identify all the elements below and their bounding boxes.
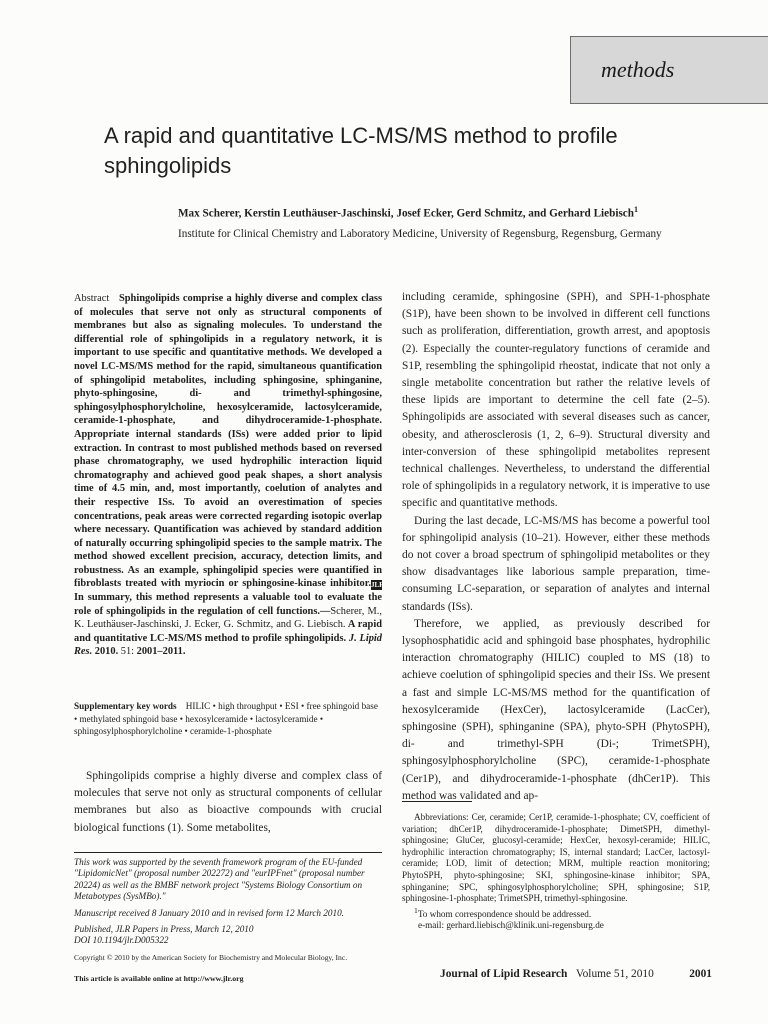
keywords-label: Supplementary key words — [74, 701, 177, 711]
correspondence-text: To whom correspondence should be addressed. — [417, 908, 592, 919]
doi-line[interactable]: DOI 10.1194/jlr.D005322 — [74, 935, 169, 946]
online-availability-note[interactable]: This article is available online at http://www.jlr.org — [74, 974, 244, 983]
funding-support: This work was supported by the seventh framework program of the EU-funded "LipidomicNet" (proposal number 202272) and "eurIPFnet" (proposal number 20224) as well as the BMBF network project "Systems Biology Consortium on Metabotypes (SysMBo)." — [74, 857, 365, 902]
citation-journal: J. Lipid Res. — [74, 632, 382, 658]
funding-notes — [74, 857, 382, 952]
citation-pages: 2001–2011. — [134, 646, 186, 658]
intro-paragraph-left: Sphingolipids comprise a highly diverse and complex class of molecules that serve not only as structural components of cellular membranes but also as bioactive compounds with crucial biological functions (1). Some metabolites, — [74, 770, 382, 834]
funding-divider — [74, 852, 382, 853]
abbreviations-text: Abbreviations: Cer, ceramide; Cer1P, ceramide-1-phosphate; CV, coefficient of variation; dhCer1P, dihydroceramide-1-phosphate; DimetSPH, dimethyl-sphingosine; GluCer, glucosyl-ceramide; HexCer, hexosyl-ceramide; HILIC, hydrophilic interaction chromatography; IS, internal standard; LacCer, lactosyl-ceramide; LOD, limit of detection; MRM, multiple reaction monitoring; PhytoSPH, phyto-sphingosine; SKI, sphingosine-kinase inhibitor; SPA, sphinganine; SPC, sphingosylphosphorylcholine; SPH, sphingosine; S1P, sphingosine-1-phosphate; TrimetSPH, trimethyl-sphingosine. — [402, 812, 710, 904]
section-label: methods — [601, 57, 675, 82]
citation-authors: Scherer, M., K. Leuthäuser-Jaschinski, J. Ecker, G. Schmitz, and G. Liebisch. — [74, 605, 382, 631]
correspondence-note — [402, 905, 710, 921]
keywords — [74, 700, 382, 738]
affiliation: Institute for Clinical Chemistry and Laboratory Medicine, University of Regensburg, Regensburg, Germany — [178, 228, 662, 240]
author-list — [178, 205, 738, 220]
published-line: Published, JLR Papers in Press, March 12, 2010 — [74, 924, 254, 935]
keywords-text: HILIC • high throughput • ESI • free sphingoid base • methylated sphingoid base • hexosylceramide • lactosylceramide • sphingosylphosphorylcholine • ceramide-1-phosphate — [74, 701, 378, 737]
footer-journal: Journal of Lipid Research — [440, 968, 568, 980]
article-title: A rapid and quantitative LC-MS/MS method to profile sphingolipids — [104, 123, 618, 178]
footer-volume: Volume 51, 2010 — [575, 968, 654, 980]
abstract-body-2: In summary, this method represents a valuable tool to evaluate the role of sphingolipids in the regulation of cell functions.— — [74, 592, 382, 617]
page-footer — [440, 968, 712, 980]
supplementary-data-icon[interactable]: JLR — [371, 581, 385, 590]
correspondence-mark: 1 — [414, 905, 418, 915]
abstract-body-1: Sphingolipids comprise a highly diverse and complex class of molecules that serve not only as structural components of membranes but also as signaling molecules. To understand the differential role of sphingolipids in a regulatory network, it is important to use specific and quantitative methods. We developed a novel LC-MS/MS method for the rapid, simultaneous quantification of sphingolipid metabolites, including sphingosine, sphinganine, phyto-sphingosine, di- and trimethyl-sphingosine, sphingosylphosphorylcholine, hexosylceramide, lactosylceramide, ceramide-1-phosphate, and dihydroceramide-1-phosphate. Appropriate internal standards (ISs) were added prior to lipid extraction. In contrast to most published methods based on reversed phase chromatography, we used hydrophilic interaction liquid chromatography and achieved good peak shapes, a short analysis time of 4.5 min, and, most importantly, coelution of analytes and their respective ISs. To avoid an overestimation of species concentrations, peak areas were corrected regarding isotopic overlap where necessary. Quantification was achieved by standard addition of naturally occurring sphingolipid species to the sample matrix. The method showed excellent precision, accuracy, detection limits, and robustness. As an example, sphingolipid species were quantified in fibroblasts treated with myriocin or sphingosine-kinase inhibitor. — [74, 293, 382, 590]
abbreviations-divider — [402, 801, 472, 802]
author-footnote-mark: 1 — [634, 205, 638, 214]
abstract-lead: Abstract — [74, 293, 110, 304]
intro-paragraph-3: Therefore, we applied, as previously described for lysophosphatidic acid and sphingoid base phosphates, hydrophilic interaction chromatography (HILIC) coupled to MS (18) to achieve coelution of sphingolipid species and their ISs. We present a fast and simple LC-MS/MS method for the quantification of hexosylceramide (HexCer), lactosylceramide (LacCer), sphingosine (SPH), sphinganine (SPA), phyto-SPH (PhytoSPH), di- and trimethyl-SPH (Di-; TrimetSPH), sphingosylphosphorylcholine (SPC), ceramide-1-phosphate (Cer1P), and dihydroceramide-1-phosphate (dhCer1P). This method was validated and ap- — [402, 617, 710, 802]
copyright-line: Copyright © 2010 by the American Society for Biochemistry and Molecular Biology, Inc. — [74, 953, 348, 962]
authors-text: Max Scherer, Kerstin Leuthäuser-Jaschinski, Josef Ecker, Gerd Schmitz, and Gerhard Liebisch — [178, 207, 634, 220]
manuscript-dates: Manuscript received 8 January 2010 and in revised form 12 March 2010. — [74, 907, 344, 918]
citation-year: 2010. — [92, 646, 121, 658]
abstract — [74, 292, 385, 659]
intro-column-right — [402, 289, 710, 805]
citation-title: A rapid and quantitative LC-MS/MS method to profile sphingolipids. — [74, 619, 382, 644]
page-number: 2001 — [689, 968, 712, 980]
correspondence-email[interactable]: e-mail: gerhard.liebisch@klinik.uni-regensburg.de — [418, 920, 604, 931]
intro-paragraph-1: including ceramide, sphingosine (SPH), and SPH-1-phosphate (S1P), have been shown to be involved in different cell functions such as proliferation, differentiation, growth arrest, and apoptosis (2). Especially the counter-regulatory functions of ceramide and S1P, resembling the sphingolipid rheostat, indicate that not only a single metabolite concentration but rather the relative levels of these lipids are important to determine the cell fate (2–5). Sphingolipids are associated with several diseases such as cancer, obesity, and atherosclerosis (1, 2, 6–9). Structural diversity and inter-conversion of these sphingolipid metabolites represent technical challenges. Nevertheless, to understand the differential role of sphingolipids in a regulatory network, it is imperative to use specific and quantitative methods. — [402, 291, 710, 510]
citation-volume: 51: — [120, 646, 135, 658]
section-tab — [570, 36, 768, 104]
abbreviations-footnote — [402, 812, 710, 932]
intro-paragraph-2: During the last decade, LC-MS/MS has become a powerful tool for sphingolipid analysis (10–21). However, either these methods do not cover a broad spectrum of sphingolipid metabolites or they show disadvantages like laborious sample preparation, time-consuming LC-separation, or separation of analytes and internal standards (ISs). — [402, 514, 710, 613]
